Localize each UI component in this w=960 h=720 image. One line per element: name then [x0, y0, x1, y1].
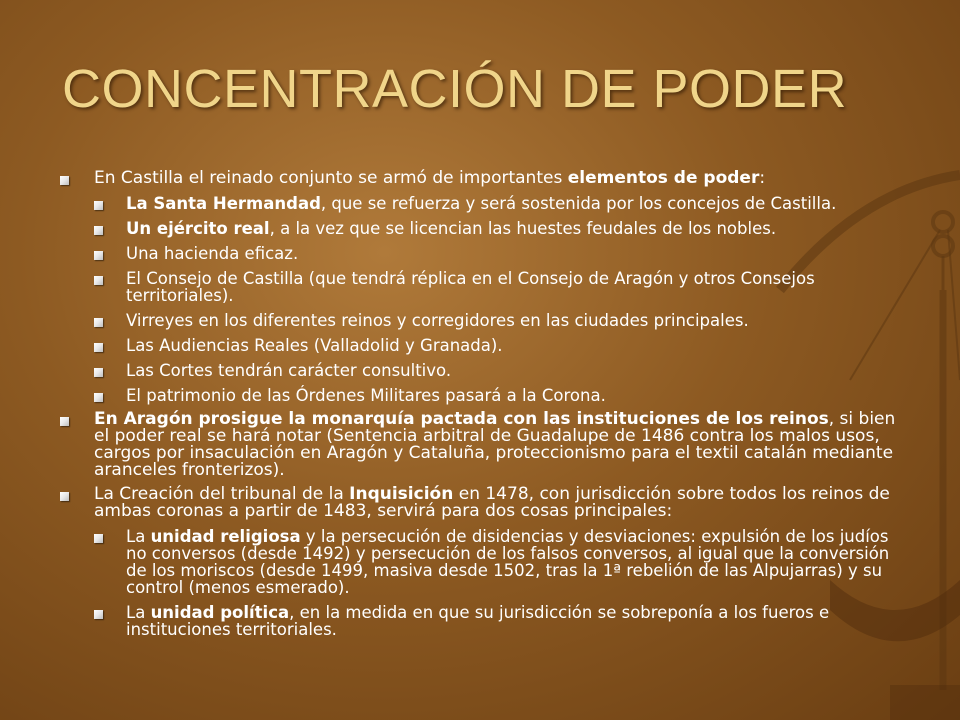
sub-bullet-unidad-religiosa [94, 528, 898, 596]
inquisicion-sub-list [94, 528, 898, 638]
sub-bullet-hacienda [94, 245, 898, 262]
sub-bullet-text: , que se refuerza y será sostenida por los concejos de Castilla. [320, 194, 837, 213]
sub-bullet-text: Virreyes en los diferentes reinos y corregidores en las ciudades principales. [126, 311, 749, 330]
sub-bullet-bold-text: unidad política [150, 603, 290, 622]
sub-bullet-text: La [126, 603, 151, 622]
sub-bullet-cortes [94, 362, 898, 379]
bullet-bold-text: En Aragón prosigue la monarquía pactada con las instituciones de los reinos [94, 409, 829, 429]
bullet-text: En Castilla el reinado conjunto se armó de importantes [94, 168, 568, 188]
sub-bullet-text: Una hacienda eficaz. [126, 244, 299, 263]
sub-bullet-text: Las Cortes tendrán carácter consultivo. [126, 361, 452, 380]
bullet-text: en 1478, con jurisdicción sobre todos los reinos de ambas coronas a partir de 1483, servirá para dos cosas principales: [94, 484, 890, 521]
bullet-bold-text: elementos de poder [567, 168, 760, 188]
sub-bullet-text: , en la medida en que su jurisdicción se sobreponía a los fueros e instituciones territoriales. [126, 603, 830, 639]
sub-bullet-ejercito-real [94, 220, 898, 237]
bullet-inquisicion [60, 486, 898, 638]
main-bullet-list [60, 170, 898, 638]
slide-title: CONCENTRACIÓN DE PODER [62, 59, 848, 119]
sub-bullet-bold-text: Un ejército real [126, 219, 270, 238]
sub-bullet-text: , a la vez que se licencian las huestes feudales de los nobles. [269, 219, 777, 238]
sub-bullet-unidad-politica [94, 604, 898, 638]
sub-bullet-text: El Consejo de Castilla (que tendrá réplica en el Consejo de Aragón y otros Consejos territoriales). [126, 269, 815, 305]
bullet-text: , si bien el poder real se hará notar (Sentencia arbitral de Guadalupe de 1486 contra los malos usos, cargos por insaculación en Aragón y Cataluña, proteccionismo para el textil catalán mediante aranceles fronterizos). [94, 409, 896, 480]
castilla-sub-list [94, 195, 898, 404]
sub-bullet-audiencias [94, 337, 898, 354]
bullet-castilla [60, 170, 898, 404]
sub-bullet-santa-hermandad [94, 195, 898, 212]
sub-bullet-virreyes [94, 312, 898, 329]
sub-bullet-text: Las Audiencias Reales (Valladolid y Granada). [126, 336, 503, 355]
bullet-aragon [60, 411, 898, 479]
sub-bullet-text: y la persecución de disidencias y desviaciones: expulsión de los judíos no conversos (desde 1492) y persecución de los falsos conversos, al igual que la conversión de los moriscos (desde 1499, masiva desde 1502, tras la 1ª rebelión de las Alpujarras) y su control (menos esmerado). [126, 527, 890, 597]
sub-bullet-ordenes [94, 387, 898, 404]
sub-bullet-text: El patrimonio de las Órdenes Militares pasará a la Corona. [126, 386, 606, 405]
sub-bullet-consejo [94, 270, 898, 304]
bullet-bold-text: Inquisición [349, 484, 454, 504]
slide-content [60, 170, 898, 645]
sub-bullet-bold-text: La Santa Hermandad [126, 194, 321, 213]
bullet-text: : [759, 168, 766, 188]
bullet-text: La Creación del tribunal de la [94, 484, 350, 504]
sub-bullet-text: La [126, 527, 151, 546]
sub-bullet-bold-text: unidad religiosa [150, 527, 301, 546]
